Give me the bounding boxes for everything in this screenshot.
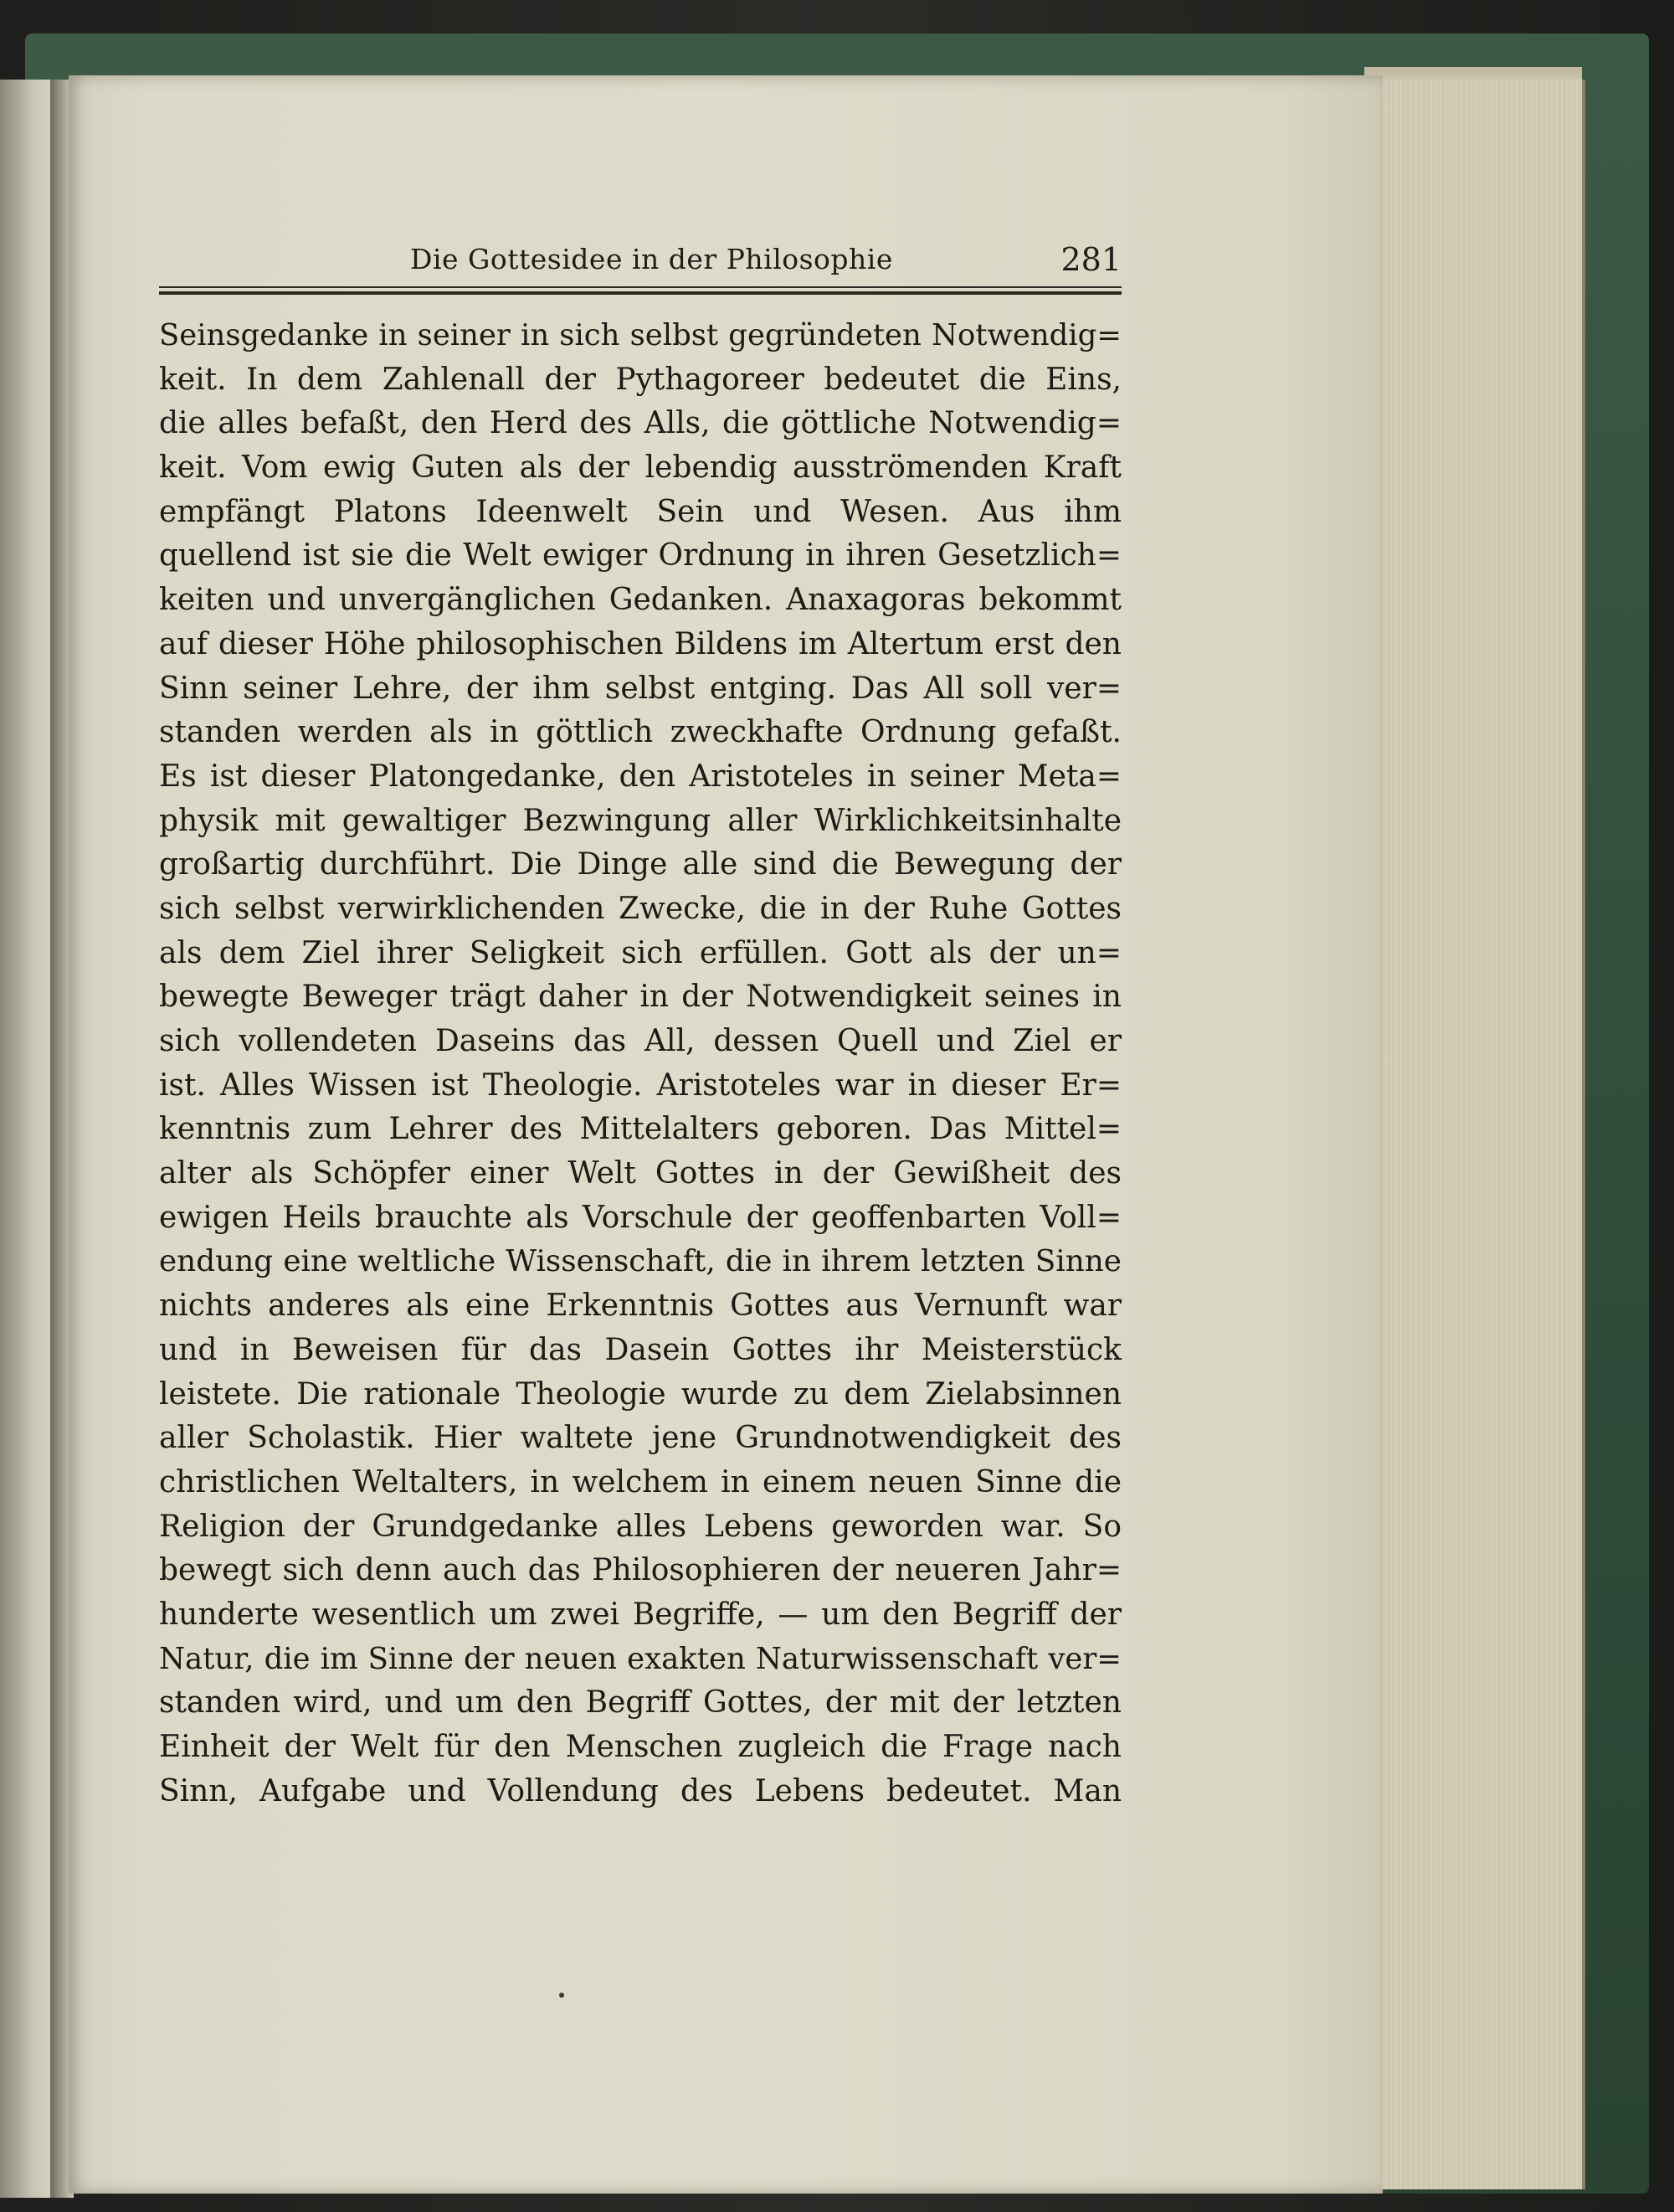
text-line: alter als Schöpfer einer Welt Gottes in der Gewißheit des <box>159 1156 1122 1191</box>
text-line: hunderte wesentlich um zwei Begriffe, — um den Begriff der <box>159 1597 1122 1632</box>
text-line: als dem Ziel ihrer Seligkeit sich erfüllen. Gott als der un= <box>159 935 1122 970</box>
text-line: keit. In dem Zahlenall der Pythagoreer bedeutet die Eins, <box>159 362 1122 397</box>
running-head: Die Gottesidee in der Philosophie <box>410 243 893 275</box>
page-number: 281 <box>1060 241 1122 278</box>
text-line: Religion der Grundgedanke alles Lebens geworden war. So <box>159 1509 1122 1544</box>
body-text <box>159 314 1122 1813</box>
header-rule-thin <box>159 286 1122 288</box>
text-line: quellend ist sie die Welt ewiger Ordnung in ihren Gesetzlich= <box>159 538 1122 574</box>
text-line: aller Scholastik. Hier waltete jene Grundnotwendigkeit des <box>159 1421 1122 1456</box>
text-line: sich vollendeten Daseins das All, dessen Quell und Ziel er <box>159 1024 1122 1058</box>
page-block-edges <box>1373 80 1585 2189</box>
text-line: Sinn seiner Lehre, der ihm selbst entging. Das All soll ver= <box>159 671 1122 706</box>
text-line: Einheit der Welt für den Menschen zugleich die Frage nach <box>159 1730 1122 1764</box>
text-line: keit. Vom ewig Guten als der lebendig ausströmenden Kraft <box>159 450 1122 486</box>
paper-speck <box>559 1993 564 1998</box>
text-line: physik mit gewaltiger Bezwingung aller Wirklichkeitsinhalte <box>159 803 1122 838</box>
header-rule-thick <box>159 291 1122 295</box>
text-line: bewegt sich denn auch das Philosophieren der neueren Jahr= <box>159 1553 1122 1588</box>
text-line: kenntnis zum Lehrer des Mittelalters geboren. Das Mittel= <box>159 1112 1122 1147</box>
text-line: auf dieser Höhe philosophischen Bildens im Altertum erst den <box>159 626 1122 661</box>
text-line: sich selbst verwirklichenden Zwecke, die in der Ruhe Gottes <box>159 891 1122 926</box>
text-line: standen wird, und um den Begriff Gottes, der mit der letzten <box>159 1685 1122 1721</box>
text-line: die alles befaßt, den Herd des Alls, die göttliche Notwendig= <box>159 406 1122 441</box>
text-line: leistete. Die rationale Theologie wurde zu dem Zielabsinnen <box>159 1376 1122 1412</box>
text-line: Sinn, Aufgabe und Vollendung des Lebens bedeutet. Man <box>159 1773 1122 1808</box>
text-line: ewigen Heils brauchte als Vorschule der geoffenbarten Voll= <box>159 1200 1122 1235</box>
text-line: Natur, die im Sinne der neuen exakten Naturwissenschaft ver= <box>159 1641 1122 1676</box>
text-line: Seinsgedanke in seiner in sich selbst gegründeten Notwendig= <box>159 318 1122 352</box>
text-line: nichts anderes als eine Erkenntnis Gottes aus Vernunft war <box>159 1289 1122 1324</box>
text-line: keiten und unvergänglichen Gedanken. Anaxagoras bekommt <box>159 583 1122 618</box>
text-line: und in Beweisen für das Dasein Gottes ihr Meisterstück <box>159 1332 1122 1367</box>
text-line: empfängt Platons Ideenwelt Sein und Wesen. Aus ihm <box>159 494 1122 529</box>
text-line: endung eine weltliche Wissenschaft, die in ihrem letzten Sinne <box>159 1244 1122 1279</box>
text-line: Es ist dieser Platongedanke, den Aristoteles in seiner Meta= <box>159 759 1122 794</box>
text-line: standen werden als in göttlich zweckhafte Ordnung gefaßt. <box>159 715 1122 750</box>
text-line: bewegte Beweger trägt daher in der Notwendigkeit seines in <box>159 980 1122 1015</box>
text-line: christlichen Weltalters, in welchem in einem neuen Sinne die <box>159 1464 1122 1500</box>
page-header <box>159 234 1122 293</box>
text-line: ist. Alles Wissen ist Theologie. Aristoteles war in dieser Er= <box>159 1067 1122 1103</box>
text-line: großartig durchführt. Die Dinge alle sind die Bewegung der <box>159 847 1122 882</box>
